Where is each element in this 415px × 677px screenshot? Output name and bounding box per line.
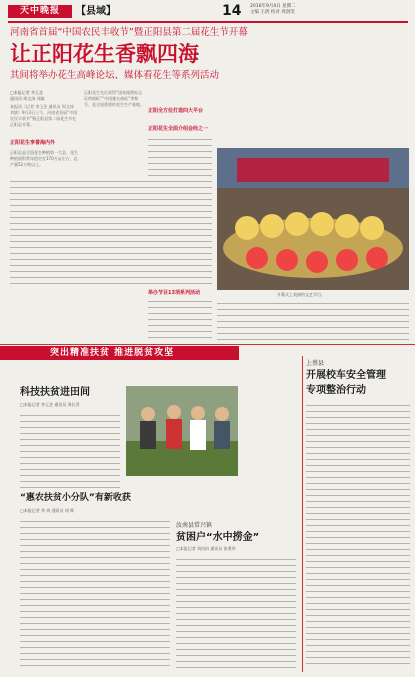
article-byline: □本报记者 李 鸿 通讯员 胡 辉 bbox=[20, 508, 75, 513]
column-divider bbox=[302, 356, 303, 672]
article-photo bbox=[126, 386, 238, 476]
lead-subhead: 其间将举办花生高峰论坛、媒体看花生等系列活动 bbox=[10, 70, 220, 81]
body-text-block bbox=[20, 412, 120, 488]
body-text-block bbox=[176, 556, 296, 668]
lead-photo bbox=[217, 148, 409, 290]
lead-paragraph: 正阳县是全国花生种植第一大县，花生种植面积常年稳定在170万亩左右，总产量52万吨以上。 bbox=[10, 150, 78, 167]
date-line: 2016年9月4日 星期二 bbox=[250, 4, 296, 9]
body-text-block bbox=[306, 402, 410, 668]
lead-column-1b bbox=[10, 150, 78, 168]
article-title: 专项整治行动 bbox=[306, 385, 366, 396]
lead-paragraph: 本报讯（记者 李玉芝 通讯员 周文涛 刘斌）9月3日上午，河南省首届“中国农民丰收节”暨正阳县第二届花生节在正阳县开幕。 bbox=[10, 104, 78, 127]
article-byline: □本报记者 刘冉冉 通讯员 张勇华 bbox=[176, 546, 236, 551]
article-title: 科技扶贫进田间 bbox=[20, 387, 90, 398]
article-title: “惠农扶贫小分队”有新收获 bbox=[20, 493, 131, 503]
lead-column-1 bbox=[10, 104, 78, 128]
lead-photo-caption: 开幕式上表演的文艺节目。 bbox=[277, 292, 325, 297]
body-text-block bbox=[148, 136, 212, 286]
festival-stage-image bbox=[217, 148, 409, 290]
lead-section-title-1: 正阳花生享誉海内外 bbox=[10, 140, 56, 146]
section-label: 【县域】 bbox=[76, 6, 116, 17]
lead-section-title-2: 正阳全方位打造四大平台 bbox=[148, 108, 204, 114]
article-byline: □本报记者 李玉芝 通讯员 周长青 bbox=[20, 402, 80, 407]
body-text-block bbox=[20, 518, 170, 668]
section-divider bbox=[0, 344, 415, 345]
editors-line: 主编 王倩 校对 周润雯 bbox=[250, 10, 295, 15]
newspaper-logo: 天中晚报 bbox=[8, 5, 72, 18]
lead-headline: 让正阳花生香飘四海 bbox=[10, 42, 199, 66]
banner-text: 突出精准扶贫 推进脱贫攻坚 bbox=[50, 348, 175, 358]
page-number: 14 bbox=[222, 3, 242, 19]
lead-paragraph: 正阳花生先后获得“国家地理标志证明商标”“中国驰名商标”等称号，是全国重要的花生生产基地。 bbox=[84, 90, 144, 107]
body-text-block bbox=[148, 298, 212, 342]
lead-byline-2: 通讯员 周文涛 刘斌 bbox=[10, 96, 45, 101]
article-title: 开展校车安全管理 bbox=[306, 370, 386, 381]
body-text-block bbox=[217, 300, 409, 344]
article-kicker: 上蔡县 bbox=[306, 360, 325, 367]
lead-column-2 bbox=[84, 90, 146, 108]
lead-section-title-3: 正阳花生全面介绍会经之一 bbox=[148, 126, 209, 132]
field-visit-image bbox=[126, 386, 238, 476]
header-rule bbox=[8, 21, 408, 23]
lead-byline-1: □本报记者 李玉芝 bbox=[10, 90, 44, 95]
lead-kicker: 河南省首届“中国农民丰收节”暨正阳县第二届花生节开幕 bbox=[10, 27, 248, 38]
article-title: 贫困户“水中捞金” bbox=[176, 532, 260, 543]
header-meta bbox=[250, 4, 410, 16]
article-kicker: 汝南县常兴镇 bbox=[176, 522, 213, 529]
lead-section-title-4: 举办节目13项系列活动 bbox=[148, 290, 200, 296]
